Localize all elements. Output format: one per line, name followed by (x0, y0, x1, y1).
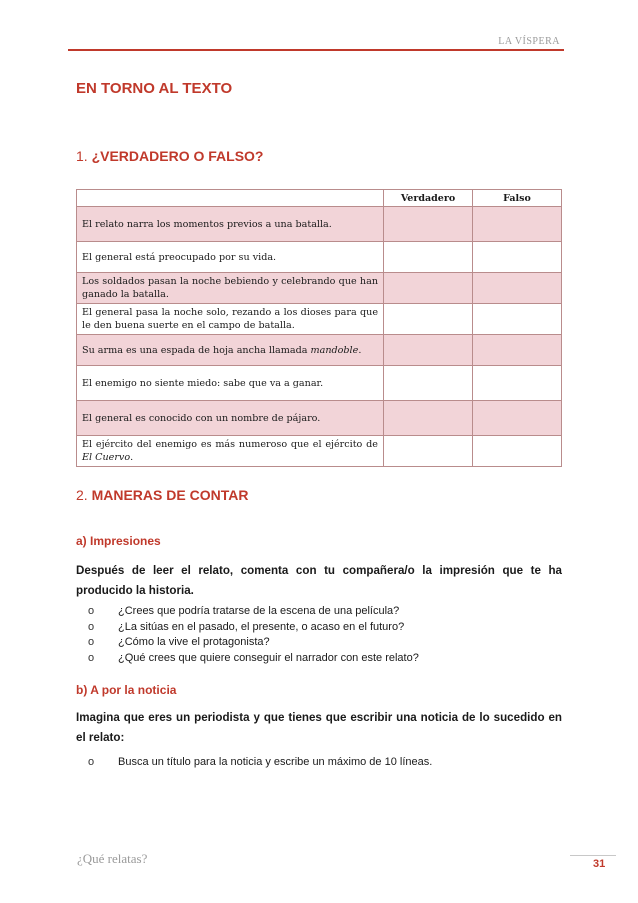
footer-book-title: ¿Qué relatas? (77, 851, 148, 866)
true-answer-cell[interactable] (384, 207, 473, 242)
question-2-number: 2. (76, 487, 88, 503)
header-rule (68, 49, 564, 51)
statement-cell: El enemigo no siente miedo: sabe que va a ganar. (77, 366, 384, 401)
true-answer-cell[interactable] (384, 366, 473, 401)
false-answer-cell[interactable] (473, 207, 562, 242)
false-answer-cell[interactable] (473, 335, 562, 366)
true-answer-cell[interactable] (384, 304, 473, 335)
page-number-rule (570, 855, 616, 856)
page-number: 31 (593, 858, 606, 870)
false-answer-cell[interactable] (473, 304, 562, 335)
part-a-question-list (88, 604, 419, 666)
statement-cell: El relato narra los momentos previos a una batalla. (77, 207, 384, 242)
question-1-heading (76, 148, 263, 164)
false-answer-cell[interactable] (473, 436, 562, 467)
table-row (77, 242, 562, 273)
bullet-icon: o (88, 620, 95, 633)
question-2-heading (76, 487, 248, 503)
list-item (88, 620, 419, 636)
false-column-header: Falso (473, 190, 562, 207)
statement-italic-text: El Cuervo (82, 452, 131, 463)
bullet-icon: o (88, 636, 95, 648)
list-item-text: ¿Cómo la vive el protagonista? (118, 636, 270, 648)
statement-cell: El general es conocido con un nombre de pájaro. (77, 401, 384, 436)
list-item (88, 635, 419, 651)
part-b-instruction: Imagina que eres un periodista y que tienes que escribir una noticia de lo sucedido en el relato: (76, 711, 562, 744)
false-answer-cell[interactable] (473, 242, 562, 273)
statement-text: Su arma es una espada de hoja ancha llamada (82, 344, 311, 356)
list-item-text: ¿La sitúas en el pasado, el presente, o acaso en el futuro? (118, 620, 405, 633)
true-answer-cell[interactable] (384, 401, 473, 436)
false-answer-cell[interactable] (473, 273, 562, 304)
true-answer-cell[interactable] (384, 335, 473, 366)
true-false-table (76, 189, 562, 467)
list-item (88, 604, 419, 620)
statement-cell (77, 335, 384, 366)
section-title: EN TORNO AL TEXTO (76, 80, 233, 97)
false-answer-cell[interactable] (473, 401, 562, 436)
statement-cell (77, 436, 384, 467)
statement-cell: Los soldados pasan la noche bebiendo y celebrando que han ganado la batalla. (77, 273, 384, 304)
part-b-title: b) A por la noticia (76, 683, 177, 697)
question-1-number: 1. (76, 148, 88, 164)
statement-cell: El general pasa la noche solo, rezando a los dioses para que le den buena suerte en el campo de batalla. (77, 304, 384, 335)
part-b-task-list (88, 755, 432, 771)
list-item-text: Busca un título para la noticia y escribe un máximo de 10 líneas. (118, 756, 433, 768)
list-item (88, 651, 419, 667)
part-a-title: a) Impresiones (76, 534, 161, 548)
false-answer-cell[interactable] (473, 366, 562, 401)
true-answer-cell[interactable] (384, 273, 473, 304)
bullet-icon: o (88, 651, 95, 664)
question-1-title: ¿VERDADERO O FALSO? (91, 148, 264, 164)
true-answer-cell[interactable] (384, 242, 473, 273)
statement-cell: El general está preocupado por su vida. (77, 242, 384, 273)
statement-italic-text: mandoble (310, 344, 359, 356)
table-row (77, 335, 562, 366)
statement-column-header (77, 190, 384, 207)
true-answer-cell[interactable] (384, 436, 473, 467)
true-column-header: Verdadero (384, 190, 473, 207)
question-2-title: MANERAS DE CONTAR (91, 487, 249, 503)
list-item (88, 755, 432, 771)
table-row (77, 366, 562, 401)
bullet-icon: o (88, 756, 95, 768)
table-row (77, 436, 562, 467)
statement-text: El ejército del enemigo es más numeroso que el ejército de (82, 439, 378, 450)
table-row (77, 401, 562, 436)
table-row (77, 304, 562, 335)
statement-text-end: . (358, 344, 362, 356)
running-header-title: LA VÍSPERA (498, 36, 560, 47)
statement-text-end: . (130, 452, 134, 463)
list-item-text: ¿Crees que podría tratarse de la escena de una película? (118, 605, 400, 617)
part-a-instruction: Después de leer el relato, comenta con tu compañera/o la impresión que te ha producido la historia. (76, 564, 562, 597)
bullet-icon: o (88, 605, 95, 617)
table-row (77, 273, 562, 304)
list-item-text: ¿Qué crees que quiere conseguir el narrador con este relato? (118, 651, 419, 664)
table-row (77, 207, 562, 242)
